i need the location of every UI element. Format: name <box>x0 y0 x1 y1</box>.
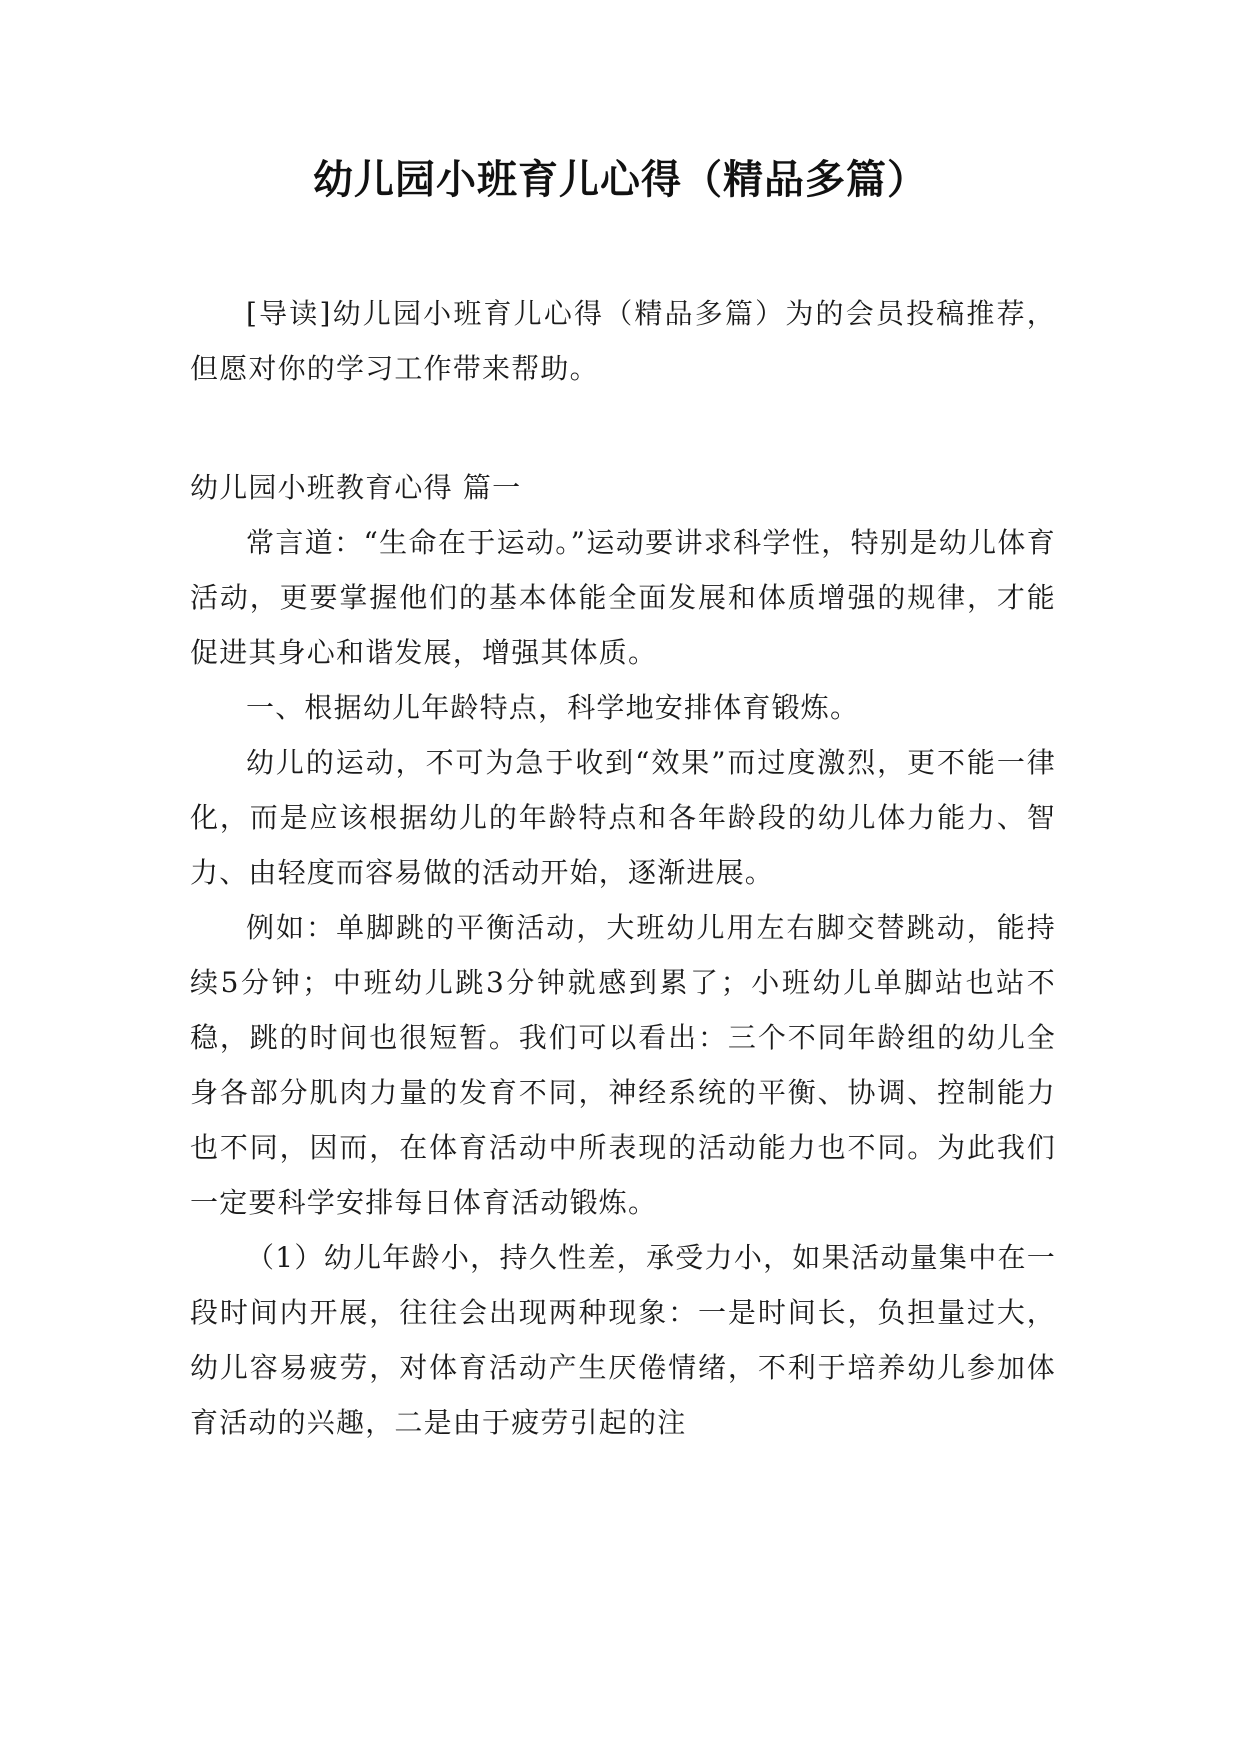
section-heading: 幼儿园小班教育心得 篇一 <box>190 471 522 504</box>
body-paragraph: 一、根据幼儿年龄特点，科学地安排体育锻炼。 <box>246 691 860 724</box>
document-body <box>190 515 1056 1450</box>
body-paragraph: 常言道：“生命在于运动。”运动要讲求科学性，特别是幼儿体育活动，更要掌握他们的基本体能全面发展和体质增强的规律，才能促进其身心和谐发展，增强其体质。 <box>190 526 1056 669</box>
intro-paragraph: [导读]幼儿园小班育儿心得（精品多篇）为的会员投稿推荐，但愿对你的学习工作带来帮助。 <box>190 297 1056 385</box>
document-title: 幼儿园小班育儿心得（精品多篇） <box>313 157 928 203</box>
body-paragraph: 幼儿的运动，不可为急于收到“效果”而过度激烈，更不能一律化，而是应该根据幼儿的年龄特点和各年龄段的幼儿体力能力、智力、由轻度而容易做的活动开始，逐渐进展。 <box>190 746 1056 889</box>
body-paragraph: （1）幼儿年龄小，持久性差，承受力小，如果活动量集中在一段时间内开展，往往会出现两种现象：一是时间长，负担量过大，幼儿容易疲劳，对体育活动产生厌倦情绪，不利于培养幼儿参加体育活动的兴趣，二是由于疲劳引起的注 <box>190 1241 1056 1439</box>
body-paragraph: 例如：单脚跳的平衡活动，大班幼儿用左右脚交替跳动，能持续5分钟；中班幼儿跳3分钟就感到累了；小班幼儿单脚站也站不稳，跳的时间也很短暂。我们可以看出：三个不同年龄组的幼儿全身各部分肌肉力量的发育不同，神经系统的平衡、协调、控制能力也不同，因而，在体育活动中所表现的活动能力也不同。为此我们一定要科学安排每日体育活动锻炼。 <box>190 911 1056 1219</box>
